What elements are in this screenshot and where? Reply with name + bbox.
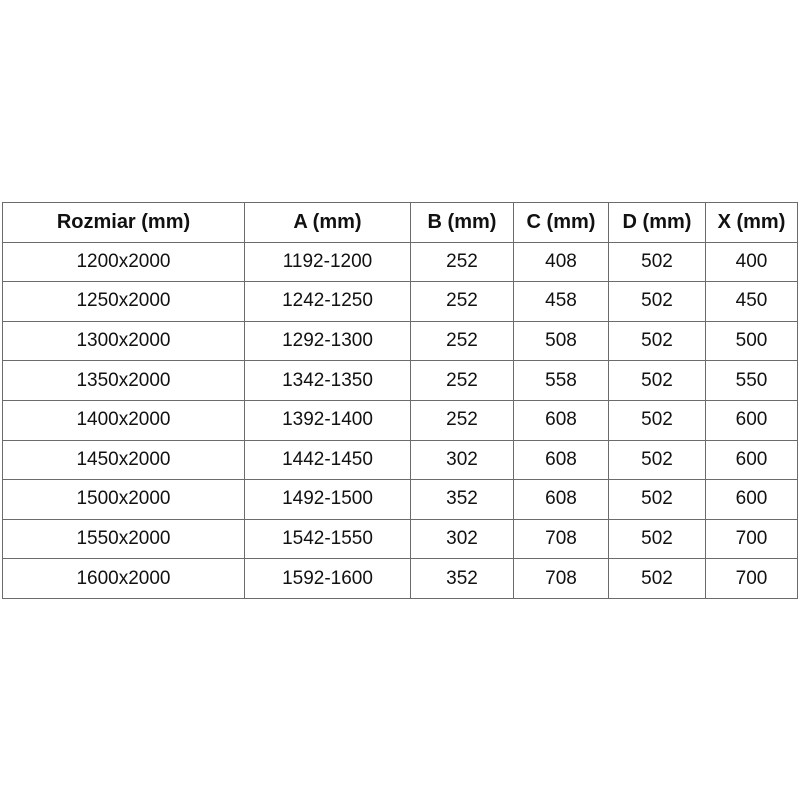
table-cell: 1592-1600 — [245, 559, 411, 599]
table-cell: 608 — [514, 400, 609, 440]
column-header: B (mm) — [411, 203, 514, 243]
table-cell: 1192-1200 — [245, 242, 411, 282]
dimensions-table-container — [2, 202, 797, 599]
table-cell: 700 — [706, 519, 798, 559]
table-cell: 500 — [706, 321, 798, 361]
table-cell: 1400x2000 — [3, 400, 245, 440]
table-row — [3, 559, 798, 599]
table-cell: 1392-1400 — [245, 400, 411, 440]
table-row — [3, 361, 798, 401]
column-header: A (mm) — [245, 203, 411, 243]
table-row — [3, 519, 798, 559]
table-cell: 1242-1250 — [245, 282, 411, 322]
table-row — [3, 480, 798, 520]
table-cell: 1292-1300 — [245, 321, 411, 361]
table-cell: 252 — [411, 321, 514, 361]
table-cell: 1600x2000 — [3, 559, 245, 599]
dimensions-table — [2, 202, 798, 599]
table-row — [3, 282, 798, 322]
table-cell: 502 — [609, 242, 706, 282]
table-cell: 558 — [514, 361, 609, 401]
table-cell: 408 — [514, 242, 609, 282]
table-cell: 352 — [411, 559, 514, 599]
table-cell: 1450x2000 — [3, 440, 245, 480]
table-cell: 502 — [609, 400, 706, 440]
table-cell: 508 — [514, 321, 609, 361]
table-cell: 502 — [609, 321, 706, 361]
table-cell: 1492-1500 — [245, 480, 411, 520]
table-row — [3, 242, 798, 282]
table-cell: 700 — [706, 559, 798, 599]
table-cell: 502 — [609, 480, 706, 520]
table-cell: 502 — [609, 559, 706, 599]
table-cell: 502 — [609, 361, 706, 401]
table-cell: 1200x2000 — [3, 242, 245, 282]
header-row — [3, 203, 798, 243]
table-cell: 352 — [411, 480, 514, 520]
table-cell: 608 — [514, 440, 609, 480]
table-cell: 302 — [411, 440, 514, 480]
column-header: X (mm) — [706, 203, 798, 243]
table-cell: 1350x2000 — [3, 361, 245, 401]
table-cell: 550 — [706, 361, 798, 401]
table-cell: 252 — [411, 361, 514, 401]
table-body — [3, 242, 798, 598]
table-cell: 1342-1350 — [245, 361, 411, 401]
table-cell: 400 — [706, 242, 798, 282]
table-cell: 708 — [514, 559, 609, 599]
table-cell: 252 — [411, 282, 514, 322]
table-row — [3, 321, 798, 361]
table-cell: 600 — [706, 440, 798, 480]
column-header: C (mm) — [514, 203, 609, 243]
table-cell: 450 — [706, 282, 798, 322]
table-cell: 458 — [514, 282, 609, 322]
table-cell: 502 — [609, 282, 706, 322]
table-cell: 608 — [514, 480, 609, 520]
table-cell: 1300x2000 — [3, 321, 245, 361]
table-cell: 1250x2000 — [3, 282, 245, 322]
table-row — [3, 440, 798, 480]
table-cell: 708 — [514, 519, 609, 559]
column-header: Rozmiar (mm) — [3, 203, 245, 243]
table-cell: 302 — [411, 519, 514, 559]
table-cell: 600 — [706, 480, 798, 520]
table-cell: 252 — [411, 242, 514, 282]
table-cell: 502 — [609, 519, 706, 559]
table-cell: 252 — [411, 400, 514, 440]
table-cell: 600 — [706, 400, 798, 440]
column-header: D (mm) — [609, 203, 706, 243]
table-cell: 502 — [609, 440, 706, 480]
table-cell: 1500x2000 — [3, 480, 245, 520]
table-row — [3, 400, 798, 440]
table-cell: 1442-1450 — [245, 440, 411, 480]
table-cell: 1542-1550 — [245, 519, 411, 559]
table-cell: 1550x2000 — [3, 519, 245, 559]
